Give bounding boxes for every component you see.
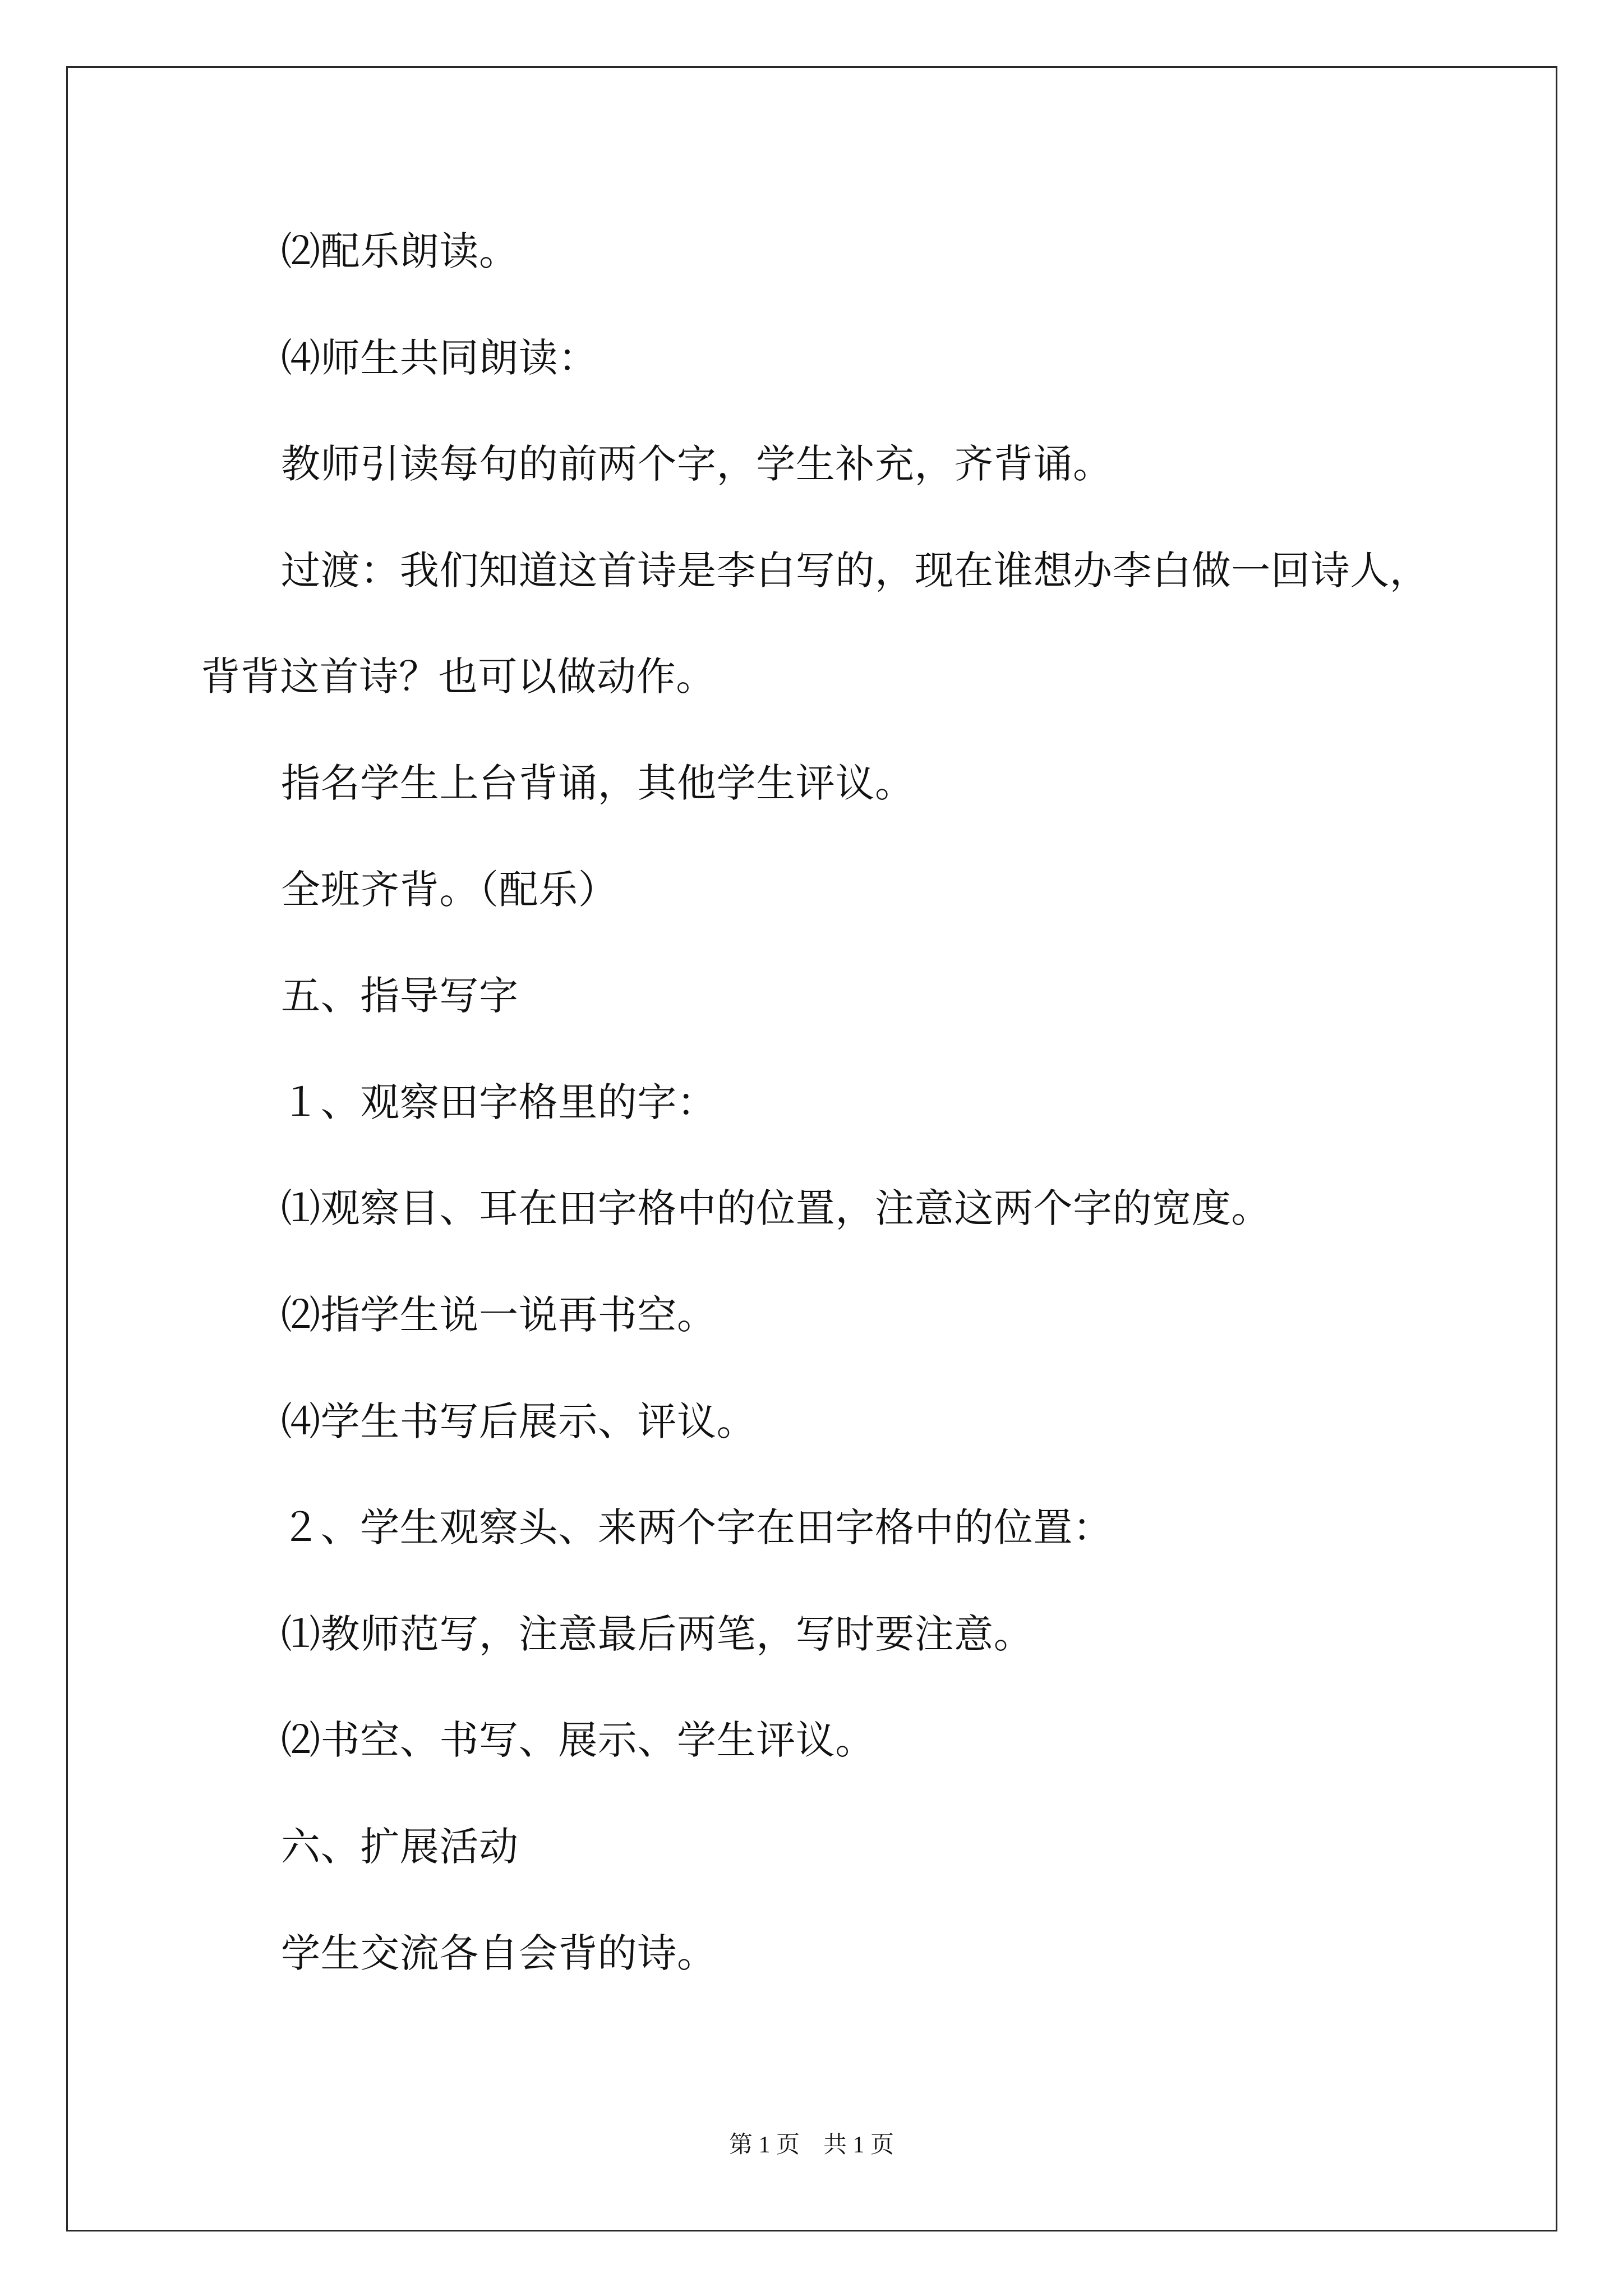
paragraph [201, 1262, 1536, 1369]
paragraph-line: 背背这首诗？也可以做动作。 [201, 654, 716, 700]
paragraph-line: ⑴观察目、耳在田字格中的位置，注意这两个字的宽度。 [281, 1185, 1271, 1232]
document-body [201, 199, 1536, 2007]
paragraph-line: １、观察田字格里的字： [281, 1079, 717, 1125]
paragraph-line: ⑵书空、书写、展示、学生评议。 [281, 1717, 875, 1764]
paragraph [201, 1687, 1536, 1794]
paragraph [201, 1369, 1536, 1475]
section-heading-text: 六、扩展活动 [281, 1823, 519, 1870]
paragraph-line: ⑴教师范写，注意最后两笔，写时要注意。 [281, 1611, 1034, 1657]
paragraph [201, 1581, 1536, 1688]
paragraph-line: ⑵指学生说一说再书空。 [281, 1291, 717, 1338]
paragraph-line: 指名学生上台背诵，其他学生评议。 [281, 760, 915, 806]
page-footer: 第 1 页 共 1 页 [728, 2132, 894, 2158]
paragraph-line: 过渡：我们知道这首诗是李白写的，现在谁想办李白做一回诗人， [281, 547, 1430, 593]
paragraph [201, 1050, 1536, 1156]
paragraph [201, 837, 1536, 944]
paragraph [201, 411, 1536, 518]
paragraph [201, 730, 1536, 837]
paragraph-line: 教师引读每句的前两个字，学生补充，齐背诵。 [281, 441, 1113, 487]
paragraph-line: ⑷学生书写后展示、评议。 [281, 1398, 757, 1444]
paragraph [201, 518, 1536, 730]
paragraph-line: 学生交流各自会背的诗。 [281, 1930, 717, 1976]
paragraph [201, 1156, 1536, 1262]
paragraph-line: 全班齐背。（配乐） [281, 866, 618, 913]
paragraph-line: ２、学生观察头、来两个字在田字格中的位置： [281, 1504, 1113, 1551]
section-heading-text: 五、指导写字 [281, 973, 519, 1019]
paragraph [201, 199, 1536, 305]
section-heading [201, 1794, 1536, 1901]
paragraph-line: ⑵配乐朗读。 [281, 228, 519, 274]
paragraph-line: ⑷师生共同朗读： [281, 334, 598, 381]
section-heading [201, 943, 1536, 1050]
paragraph [201, 1901, 1536, 2007]
paragraph [201, 1475, 1536, 1581]
paragraph [201, 305, 1536, 412]
